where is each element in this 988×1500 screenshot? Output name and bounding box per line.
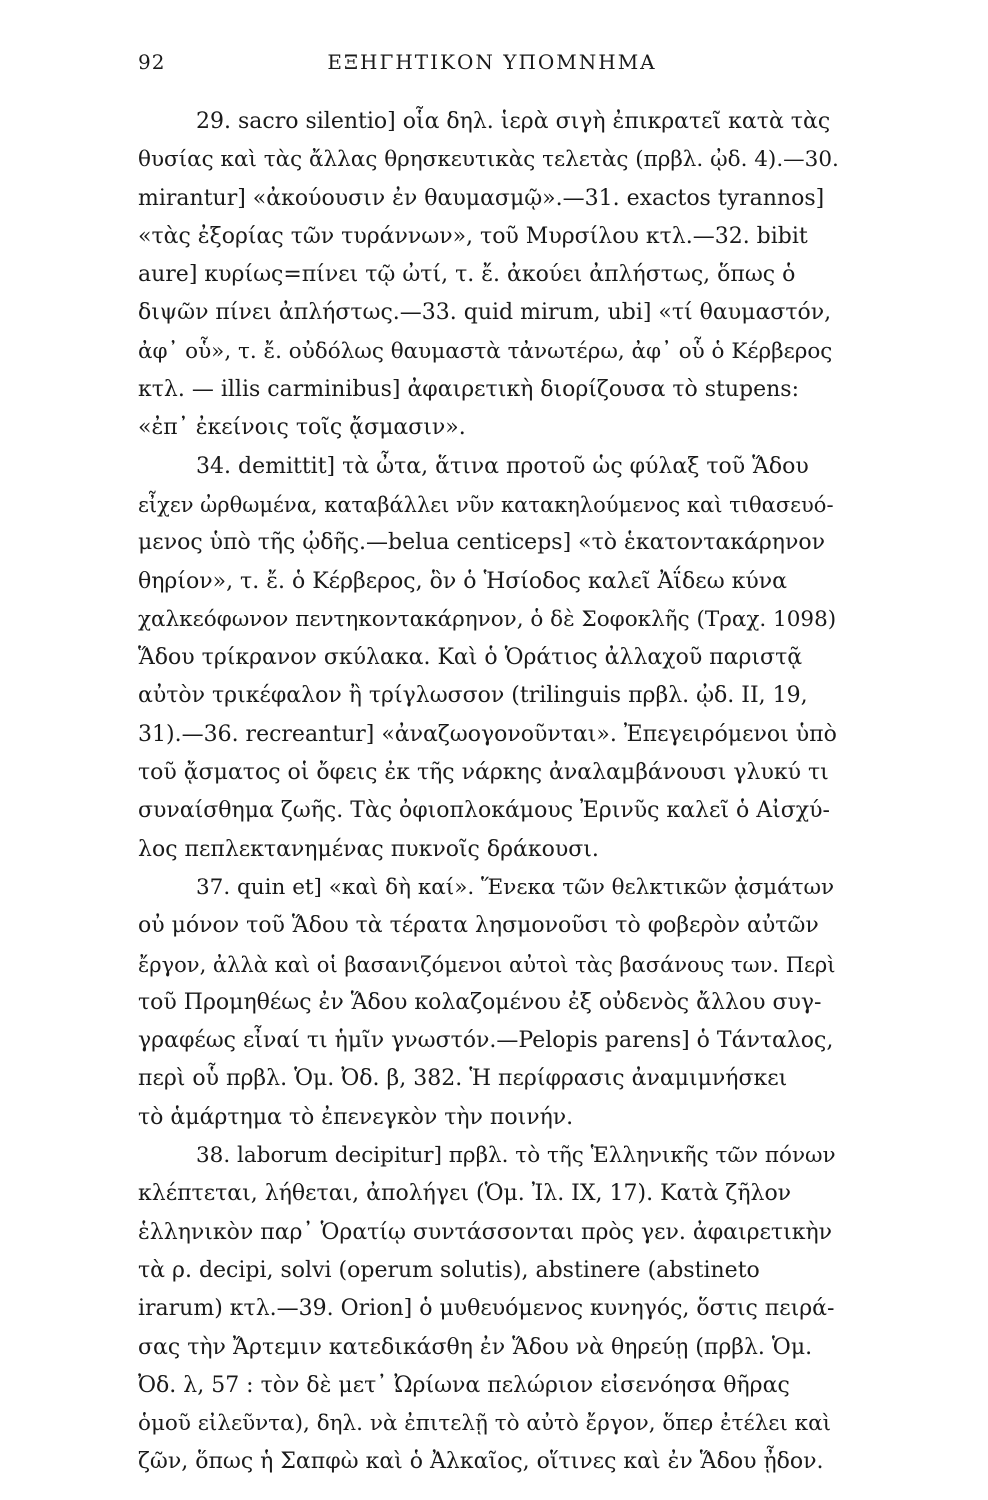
text-line: Ὀδ. λ, 57 : τὸν δὲ μετ᾽ Ὠρίωνα πελώριον εἰσενόησα θῆρας <box>138 1372 790 1398</box>
text-line: περὶ οὗ πρβλ. Ὁμ. Ὀδ. β, 382. Ἡ περίφρασις ἀναμιμνήσκει <box>138 1066 788 1092</box>
text-line: γραφέως εἶναί τι ἡμῖν γνωστόν.—Pelopis parens] ὁ Τάνταλος, <box>138 1028 834 1054</box>
text-line: τοῦ ᾄσματος οἱ ὄφεις ἐκ τῆς νάρκης ἀναλαμβάνουσι γλυκύ τι <box>138 760 829 786</box>
text-line: αὐτὸν τρικέφαλον ἢ τρίγλωσσον (trilinguis πρβλ. ᾠδ. II, 19, <box>138 683 808 709</box>
text-line: 29. sacro silentio] οἷα δηλ. ἱερὰ σιγὴ ἐπικρατεῖ κατὰ τὰς <box>196 109 831 134</box>
text-line: λος πεπλεκτανημένας πυκνοῖς δράκουσι. <box>138 836 599 862</box>
text-line: κλέπτεται, λήθεται, ἀπολήγει (Ὁμ. Ἰλ. IX, 17). Κατὰ ζῆλον <box>138 1181 792 1207</box>
text-line: irarum) κτλ.—39. Orion] ὁ μυθευόμενος κυνηγός, ὅστις πειρά- <box>138 1296 835 1322</box>
text-line: Ἅδου τρίκρανον σκύλακα. Καὶ ὁ Ὁράτιος ἀλλαχοῦ παριστᾷ <box>138 645 803 671</box>
text-line: ἔργον, ἀλλὰ καὶ οἱ βασανιζόμενοι αὐτοὶ τὰς βασάνους των. Περὶ <box>138 952 836 977</box>
page-number: 92 <box>138 50 166 74</box>
text-line: τοῦ Προμηθέως ἐν Ἅδου κολαζομένου ἐξ οὐδενὸς ἄλλου συγ- <box>138 989 822 1015</box>
page-header <box>138 50 846 80</box>
text-line: «τὰς ἐξορίας τῶν τυράννων», τοῦ Μυρσίλου κτλ.—32. bibit <box>138 223 808 249</box>
text-line: οὐ μόνον τοῦ Ἅδου τὰ τέρατα λησμονοῦσι τὸ φοβερὸν αὐτῶν <box>138 913 819 939</box>
text-line: συναίσθημα ζωῆς. Τὰς ὀφιοπλοκάμους Ἐρινῦς καλεῖ ὁ Αἰσχύ- <box>138 798 830 824</box>
text-line: θηρίον», τ. ἔ. ὁ Κέρβερος, ὃν ὁ Ἡσίοδος καλεῖ Ἀΐδεω κύνα <box>138 568 787 594</box>
text-line: διψῶν πίνει ἀπλήστως.—33. quid mirum, ubi] «τί θαυμαστόν, <box>138 300 832 326</box>
text-line: 37. quin et] «καὶ δὴ καί». Ἕνεκα τῶν θελκτικῶν ᾀσμάτων <box>196 874 835 900</box>
text-line: μενος ὑπὸ τῆς ᾠδῆς.—belua centiceps] «τὸ ἑκατοντακάρηνον <box>138 530 825 556</box>
text-line: 31).—36. recreantur] «ἀναζωογονοῦνται». Ἐπεγειρόμενοι ὑπὸ <box>138 721 837 747</box>
text-line: σας τὴν Ἄρτεμιν κατεδικάσθη ἐν Ἅδου νὰ θηρεύῃ (πρβλ. Ὁμ. <box>138 1334 813 1360</box>
text-line: aure] κυρίως=πίνει τῷ ὠτί, τ. ἔ. ἀκούει ἀπλήστως, ὅπως ὁ <box>138 262 796 288</box>
text-line: κτλ. — illis carminibus] ἀφαιρετικὴ διορίζουσα τὸ stupens: <box>138 377 800 403</box>
running-head: ΕΞΗΓΗΤΙΚΟΝ ΥΠΟΜΝΗΜΑ <box>327 50 657 74</box>
text-line: 38. laborum decipitur] πρβλ. τὸ τῆς Ἑλληνικῆς τῶν πόνων <box>196 1143 836 1169</box>
text-line: ἀφ᾽ οὗ», τ. ἔ. οὐδόλως θαυμαστὰ τἀνωτέρω, ἀφ᾽ οὗ ὁ Κέρβερος <box>138 338 833 364</box>
text-line: 34. demittit] τὰ ὦτα, ἅτινα προτοῦ ὡς φύλαξ τοῦ Ἅδου <box>196 453 809 479</box>
text-line: ἑλληνικὸν παρ᾽ Ὁρατίῳ συντάσσονται πρὸς γεν. ἀφαιρετικὴν <box>138 1219 833 1245</box>
text-line: ὁμοῦ εἰλεῦντα), δηλ. νὰ ἐπιτελῇ τὸ αὐτὸ ἔργον, ὅπερ ἐτέλει καὶ <box>138 1411 832 1437</box>
text-line: εἶχεν ὠρθωμένα, καταβάλλει νῦν κατακηλούμενος καὶ τιθασευό- <box>138 492 834 517</box>
text-line: χαλκεόφωνον πεντηκοντακάρηνον, ὁ δὲ Σοφοκλῆς (Τραχ. 1098) <box>138 606 837 632</box>
text-line: τὸ ἁμάρτημα τὸ ἐπενεγκὸν τὴν ποινήν. <box>138 1104 574 1130</box>
text-line: τὰ ρ. decipi, solvi (operum solutis), abstinere (abstineto <box>138 1257 760 1283</box>
text-line: ζῶν, ὅπως ἡ Σαπφὼ καὶ ὁ Ἀλκαῖος, οἵτινες καὶ ἐν Ἅδου ᾖδον. <box>138 1449 824 1475</box>
text-line: «ἐπ᾽ ἐκείνοις τοῖς ᾄσμασιν». <box>138 415 466 441</box>
text-line: mirantur] «ἀκούουσιν ἐν θαυμασμῷ».—31. exactos tyrannos] <box>138 185 825 211</box>
text-line: θυσίας καὶ τὰς ἄλλας θρησκευτικὰς τελετὰς (πρβλ. ᾠδ. 4).—30. <box>138 147 839 173</box>
commentary-text <box>138 103 846 1482</box>
